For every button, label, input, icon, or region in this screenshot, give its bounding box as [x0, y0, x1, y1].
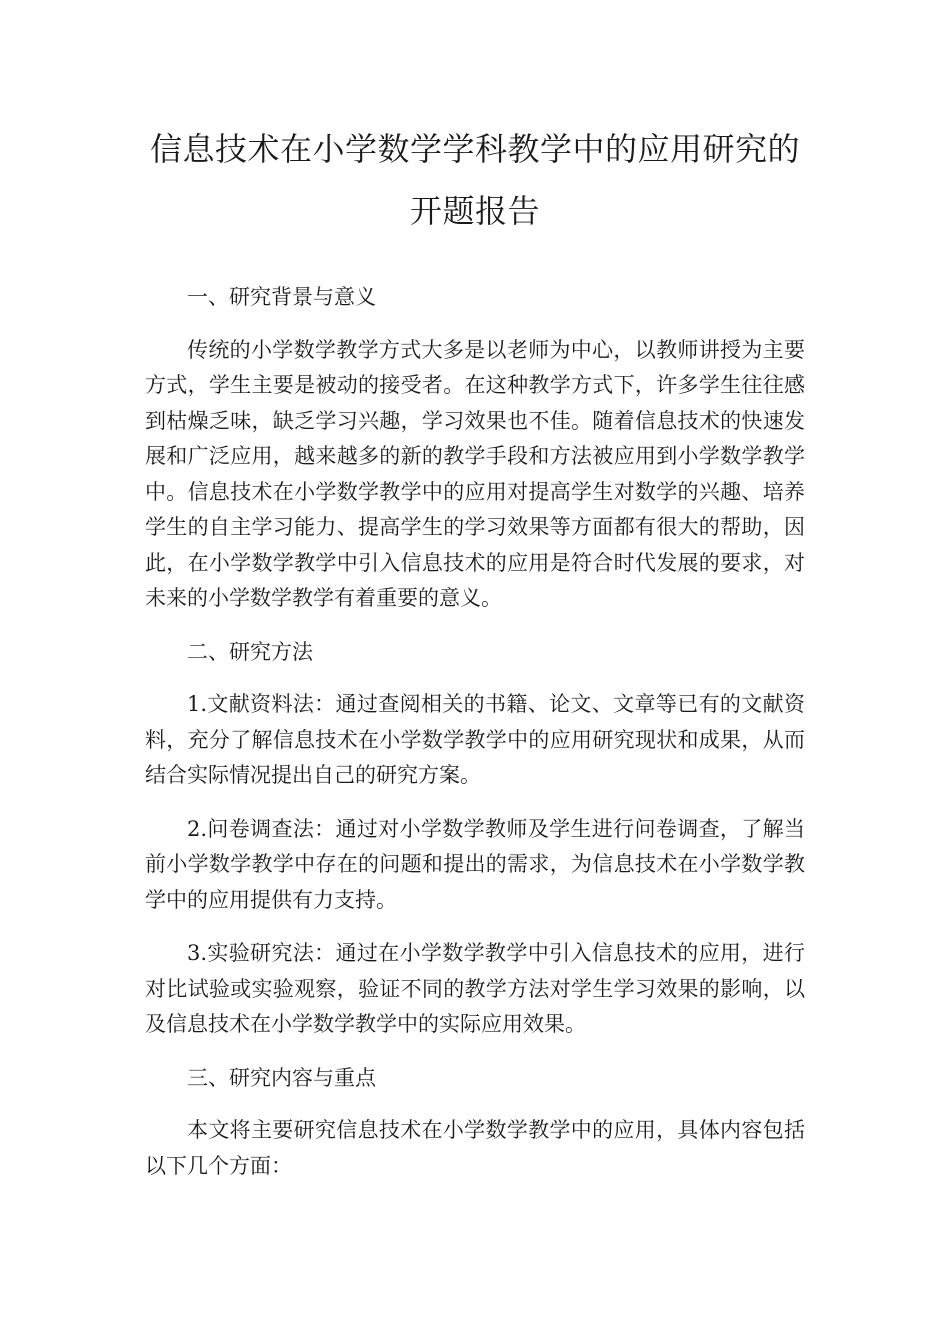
paragraph: 传统的小学数学教学方式大多是以老师为中心，以教师讲授为主要方式，学生主要是被动的接受者。在这种教学方式下，许多学生往往感到枯燥乏味，缺乏学习兴趣，学习效果也不佳。随着信息技术的快速发展和广泛应用，越来越多的新的教学手段和方法被应用到小学数学教学中。信息技术在小学数学教学中的应用对提高学生对数学的兴趣、培养学生的自主学习能力、提高学生的学习效果等方面都有很大的帮助，因此，在小学数学教学中引入信息技术的应用是符合时代发展的要求，对未来的小学数学教学有着重要的意义。: [145, 337, 805, 610]
document-body: [145, 280, 805, 1184]
paragraph: 1.文献资料法：通过查阅相关的书籍、论文、文章等已有的文献资料，充分了解信息技术在小学数学教学中的应用研究现状和成果，从而结合实际情况提出自己的研究方案。: [145, 692, 805, 787]
paragraph: 2.问卷调查法：通过对小学数学教师及学生进行问卷调查，了解当前小学数学教学中存在的问题和提出的需求，为信息技术在小学数学教学中的应用提供有力支持。: [145, 816, 805, 912]
paragraph: 本文将主要研究信息技术在小学数学教学中的应用，具体内容包括以下几个方面：: [145, 1118, 805, 1178]
document-title: 信息技术在小学数学学科教学中的应用研究的开题报告: [149, 130, 800, 230]
section-heading: 二、研究方法: [187, 639, 313, 664]
paragraph: 3.实验研究法：通过在小学数学教学中引入信息技术的应用，进行对比试验或实验观察，验证不同的教学方法对学生学习效果的影响，以及信息技术在小学数学教学中的实际应用效果。: [145, 941, 805, 1036]
section-heading: 一、研究背景与意义: [187, 285, 376, 309]
section-heading: 三、研究内容与重点: [187, 1065, 376, 1090]
